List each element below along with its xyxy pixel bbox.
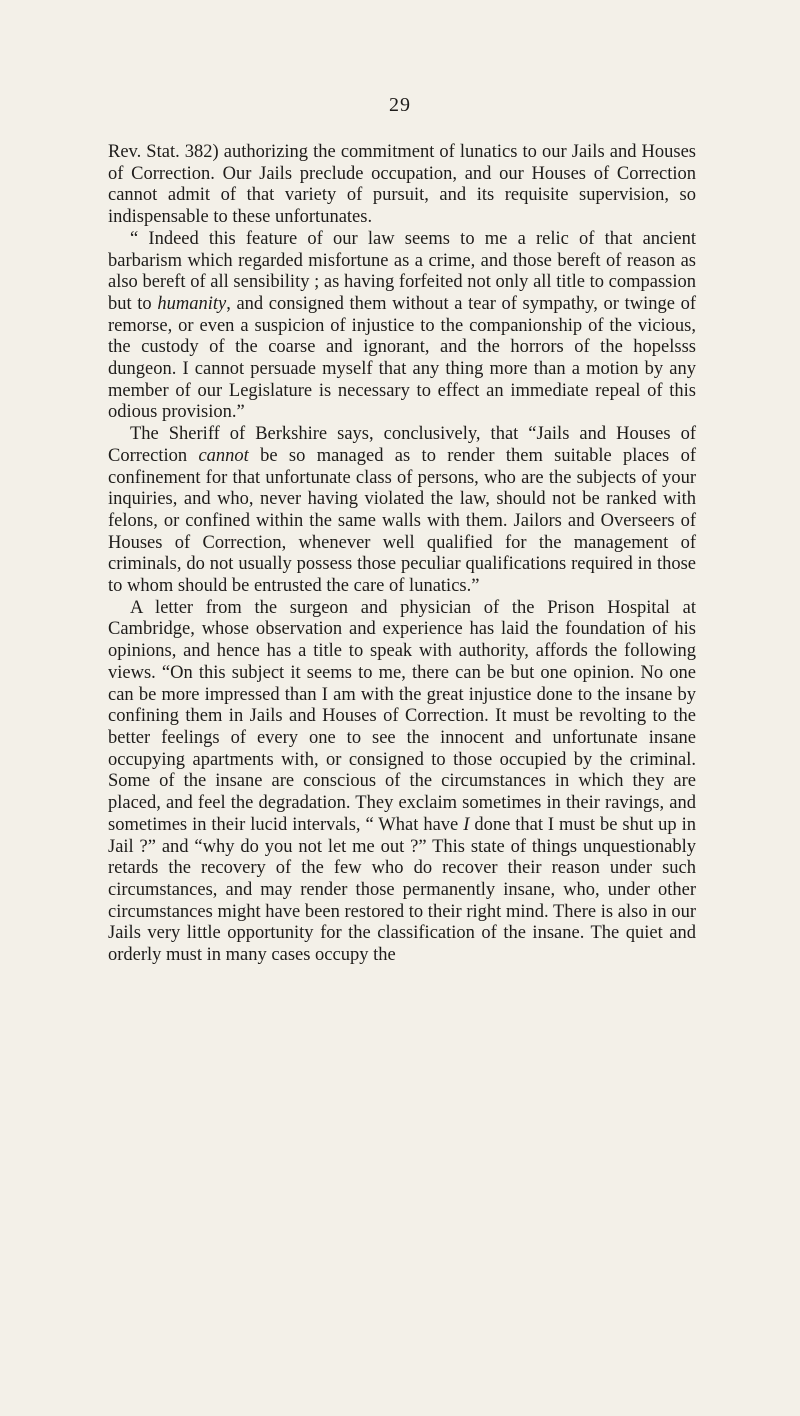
paragraph-1 [108, 142, 696, 229]
paragraph-3-emphasis: cannot [198, 445, 249, 466]
paragraph-3 [108, 424, 696, 598]
body-text [108, 142, 696, 967]
paragraph-2-emphasis: humanity [157, 293, 227, 314]
paragraph-2-before: “ Indeed this feature of our law seems to me a relic of that ancient barbarism which regarded misfortune as a crime, and those bereft of reason as also bereft of all sensibility ; as having forfeited not only all title to compassion but to [108, 228, 696, 314]
paragraph-2 [108, 229, 696, 424]
paragraph-3-before: The Sheriff of Berkshire says, conclusively, that “Jails and Houses of Correction [108, 424, 696, 466]
paragraph-4-before: A letter from the surgeon and physician of the Prison Hospital at Cambridge, whose observation and experience has laid the foundation of his opinions, and hence has a title to speak with authority, affords the following views. “On this subject it seems to me, there can be but one opinion. No one can be more impressed than I am with the great injustice done to the insane by confining them in Jails and Houses of Correction. It must be revolting to the better feelings of every one to see the innocent and unfortunate insane occupying apartments with, or consigned to those occupied by the criminal. Some of the insane are conscious of the circumstances in which they are placed, and feel the degradation. They exclaim sometimes in their ravings, and sometimes in their lucid intervals, “ What have [108, 597, 696, 835]
paragraph-4 [108, 598, 696, 967]
page-number: 29 [389, 94, 411, 116]
paragraph-4-emphasis: I [463, 814, 470, 835]
paragraph-2-after: , and consigned them without a tear of sympathy, or twinge of remorse, or even a suspicion of injustice to the companionship of the vicious, the custody of the coarse and ignorant, and the horrors of the hopelsss dungeon. I cannot persuade myself that any thing more than a motion by any member of our Legislature is necessary to effect an immediate repeal of this odious provision.” [108, 293, 697, 423]
paragraph-3-after: be so managed as to render them suitable places of confinement for that unfortunate class of persons, who are the subjects of your inquiries, and who, never having violated the law, should not be ranked with felons, or confined within the same walls with them. Jailors and Overseers of Houses of Correction, whenever well qualified for the management of criminals, do not usually possess those peculiar qualifications required in those to whom should be entrusted the care of lunatics.” [108, 445, 696, 597]
paragraph-4-after: done that I must be shut up in Jail ?” and “why do you not let me out ?” This state of things unquestionably retards the recovery of the few who do recover their reason under such circumstances, and may render those permanently insane, who, under other circumstances might have been restored to their right mind. There is also in our Jails very little opportunity for the classification of the insane. The quiet and orderly must in many cases occupy the [108, 814, 696, 966]
paragraph-1-text: Rev. Stat. 382) authorizing the commitment of lunatics to our Jails and Houses of Correction. Our Jails preclude occupation, and our Houses of Correction cannot admit of that variety of pursuit, and its requisite supervision, so indispensable to these unfortunates. [108, 142, 696, 228]
